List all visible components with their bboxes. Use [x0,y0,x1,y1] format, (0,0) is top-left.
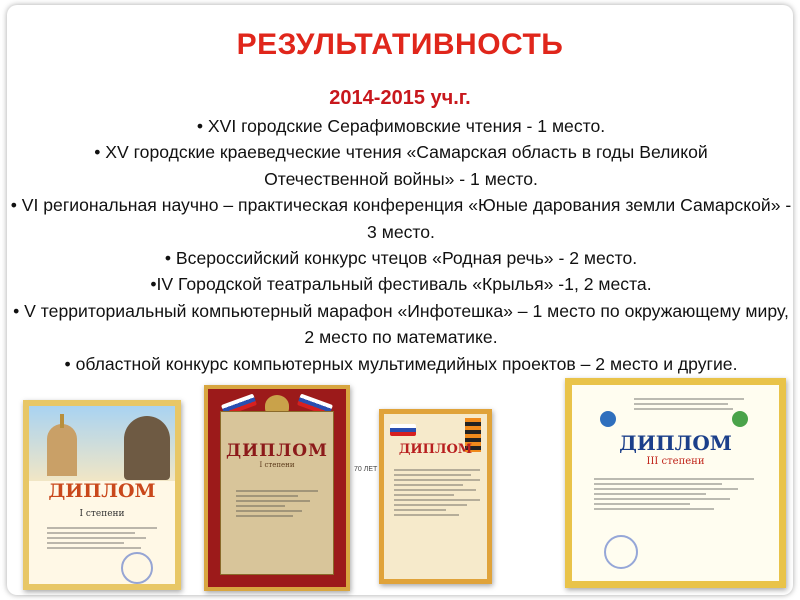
anniversary-tag: 70 ЛЕТ [354,466,378,473]
list-item: • VI региональная научно – практическая конференция «Юные дарования земли Самарской» - 3 место. [10,195,792,242]
list-item: • V территориальный компьютерный марафон «Инфотешка» – 1 место по окружающему миру, 2 место по математике. [13,300,789,348]
diploma-image-4 [565,378,786,588]
diploma-text-lines [394,466,480,519]
cross-icon [60,414,64,428]
diploma-degree: III степени [646,456,705,467]
list-item: •IV Городской театральный фестиваль «Крылья» -1, 2 места. [150,274,652,295]
diploma-text-lines [47,524,157,552]
diploma-label: ДИПЛОМ [398,442,473,457]
diploma-header-lines [634,395,744,413]
year-heading: 2014-2015 уч.г. [329,87,471,109]
diploma-image-1 [23,400,181,590]
list-item: • XVI городские Серафимовские чтения - 1 место. [196,116,606,136]
list-item: • Всероссийский конкурс чтецов «Родная речь» - 2 место. [164,248,638,269]
diploma-label: ДИПЛОМ [226,441,328,461]
church-icon [47,424,77,476]
achievements-list [10,113,792,377]
page-title: РЕЗУЛЬТАТИВНОСТЬ [236,28,564,61]
seal-stamp [604,535,638,569]
diploma-label: ДИПЛОМ [48,480,156,502]
diploma-degree: I степени [79,509,125,519]
diploma-label: ДИПЛОМ [619,431,732,455]
diploma-text-lines [594,475,754,513]
diploma-image-3 [379,409,492,584]
list-item: • областной конкурс компьютерных мультимедийных проектов – 2 место и другие. [64,353,738,374]
diploma-degree: I степени [259,461,295,469]
flag-icon [390,424,416,436]
diploma-image-2 [204,385,350,591]
icon-portrait [124,416,170,480]
logo-icon [600,411,616,427]
logo-icon [732,411,748,427]
list-item: • XV городские краеведческие чтения «Самарская область в годы Великой Отечественной войны» - 1 место. [94,142,708,189]
diploma-text-lines [236,487,318,520]
seal-stamp [121,552,153,584]
